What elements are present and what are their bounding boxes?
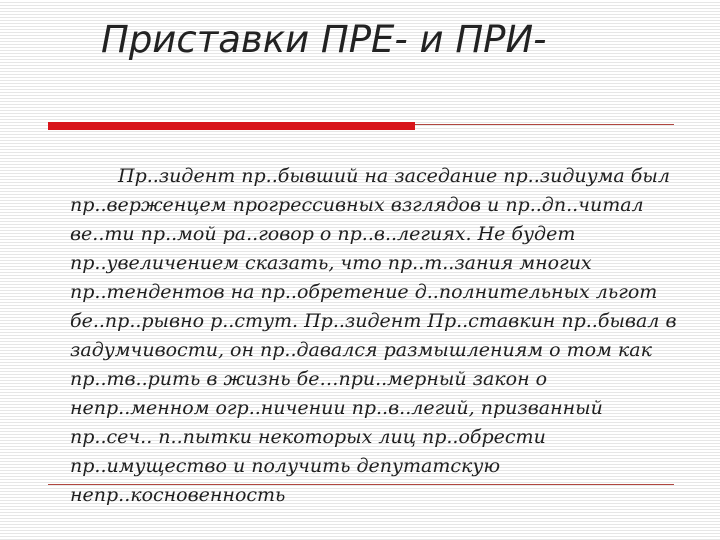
- exercise-paragraph: [70, 162, 690, 510]
- paragraph-line: Пр..зидент пр..бывший на заседание пр..зидиума был: [118, 165, 670, 187]
- title-underline-accent-bar: [48, 122, 415, 130]
- bottom-rule: [48, 484, 674, 485]
- paragraph-line: непр..менном огр..ничении пр..в..легий, призванный: [70, 397, 603, 419]
- paragraph-line: задумчивости, он пр..давался размышлениям о том как: [70, 339, 652, 361]
- paragraph-line: пр..сеч.. п..пытки некоторых лиц пр..обрести: [70, 426, 546, 448]
- paragraph-line: пр..верженцем прогрессивных взглядов и пр..дп..читал: [70, 194, 644, 216]
- paragraph-line: ве..ти пр..мой ра..говор о пр..в..легиях. Не будет: [70, 223, 576, 245]
- paragraph-line: пр..тв..рить в жизнь бе…при..мерный закон о: [70, 368, 548, 390]
- paragraph-line: бе..пр..рывно р..стут. Пр..зидент Пр..ставкин пр..бывал в: [70, 310, 677, 332]
- slide-title: Приставки ПРЕ- и ПРИ-: [101, 18, 547, 61]
- paragraph-line: пр..имущество и получить депутатскую: [70, 455, 501, 477]
- paragraph-line: пр..тендентов на пр..обретение д..полнительных льгот: [70, 281, 658, 303]
- paragraph-line: непр..косновенность: [70, 484, 286, 506]
- paragraph-line: пр..увеличением сказать, что пр..т..зания многих: [70, 252, 592, 274]
